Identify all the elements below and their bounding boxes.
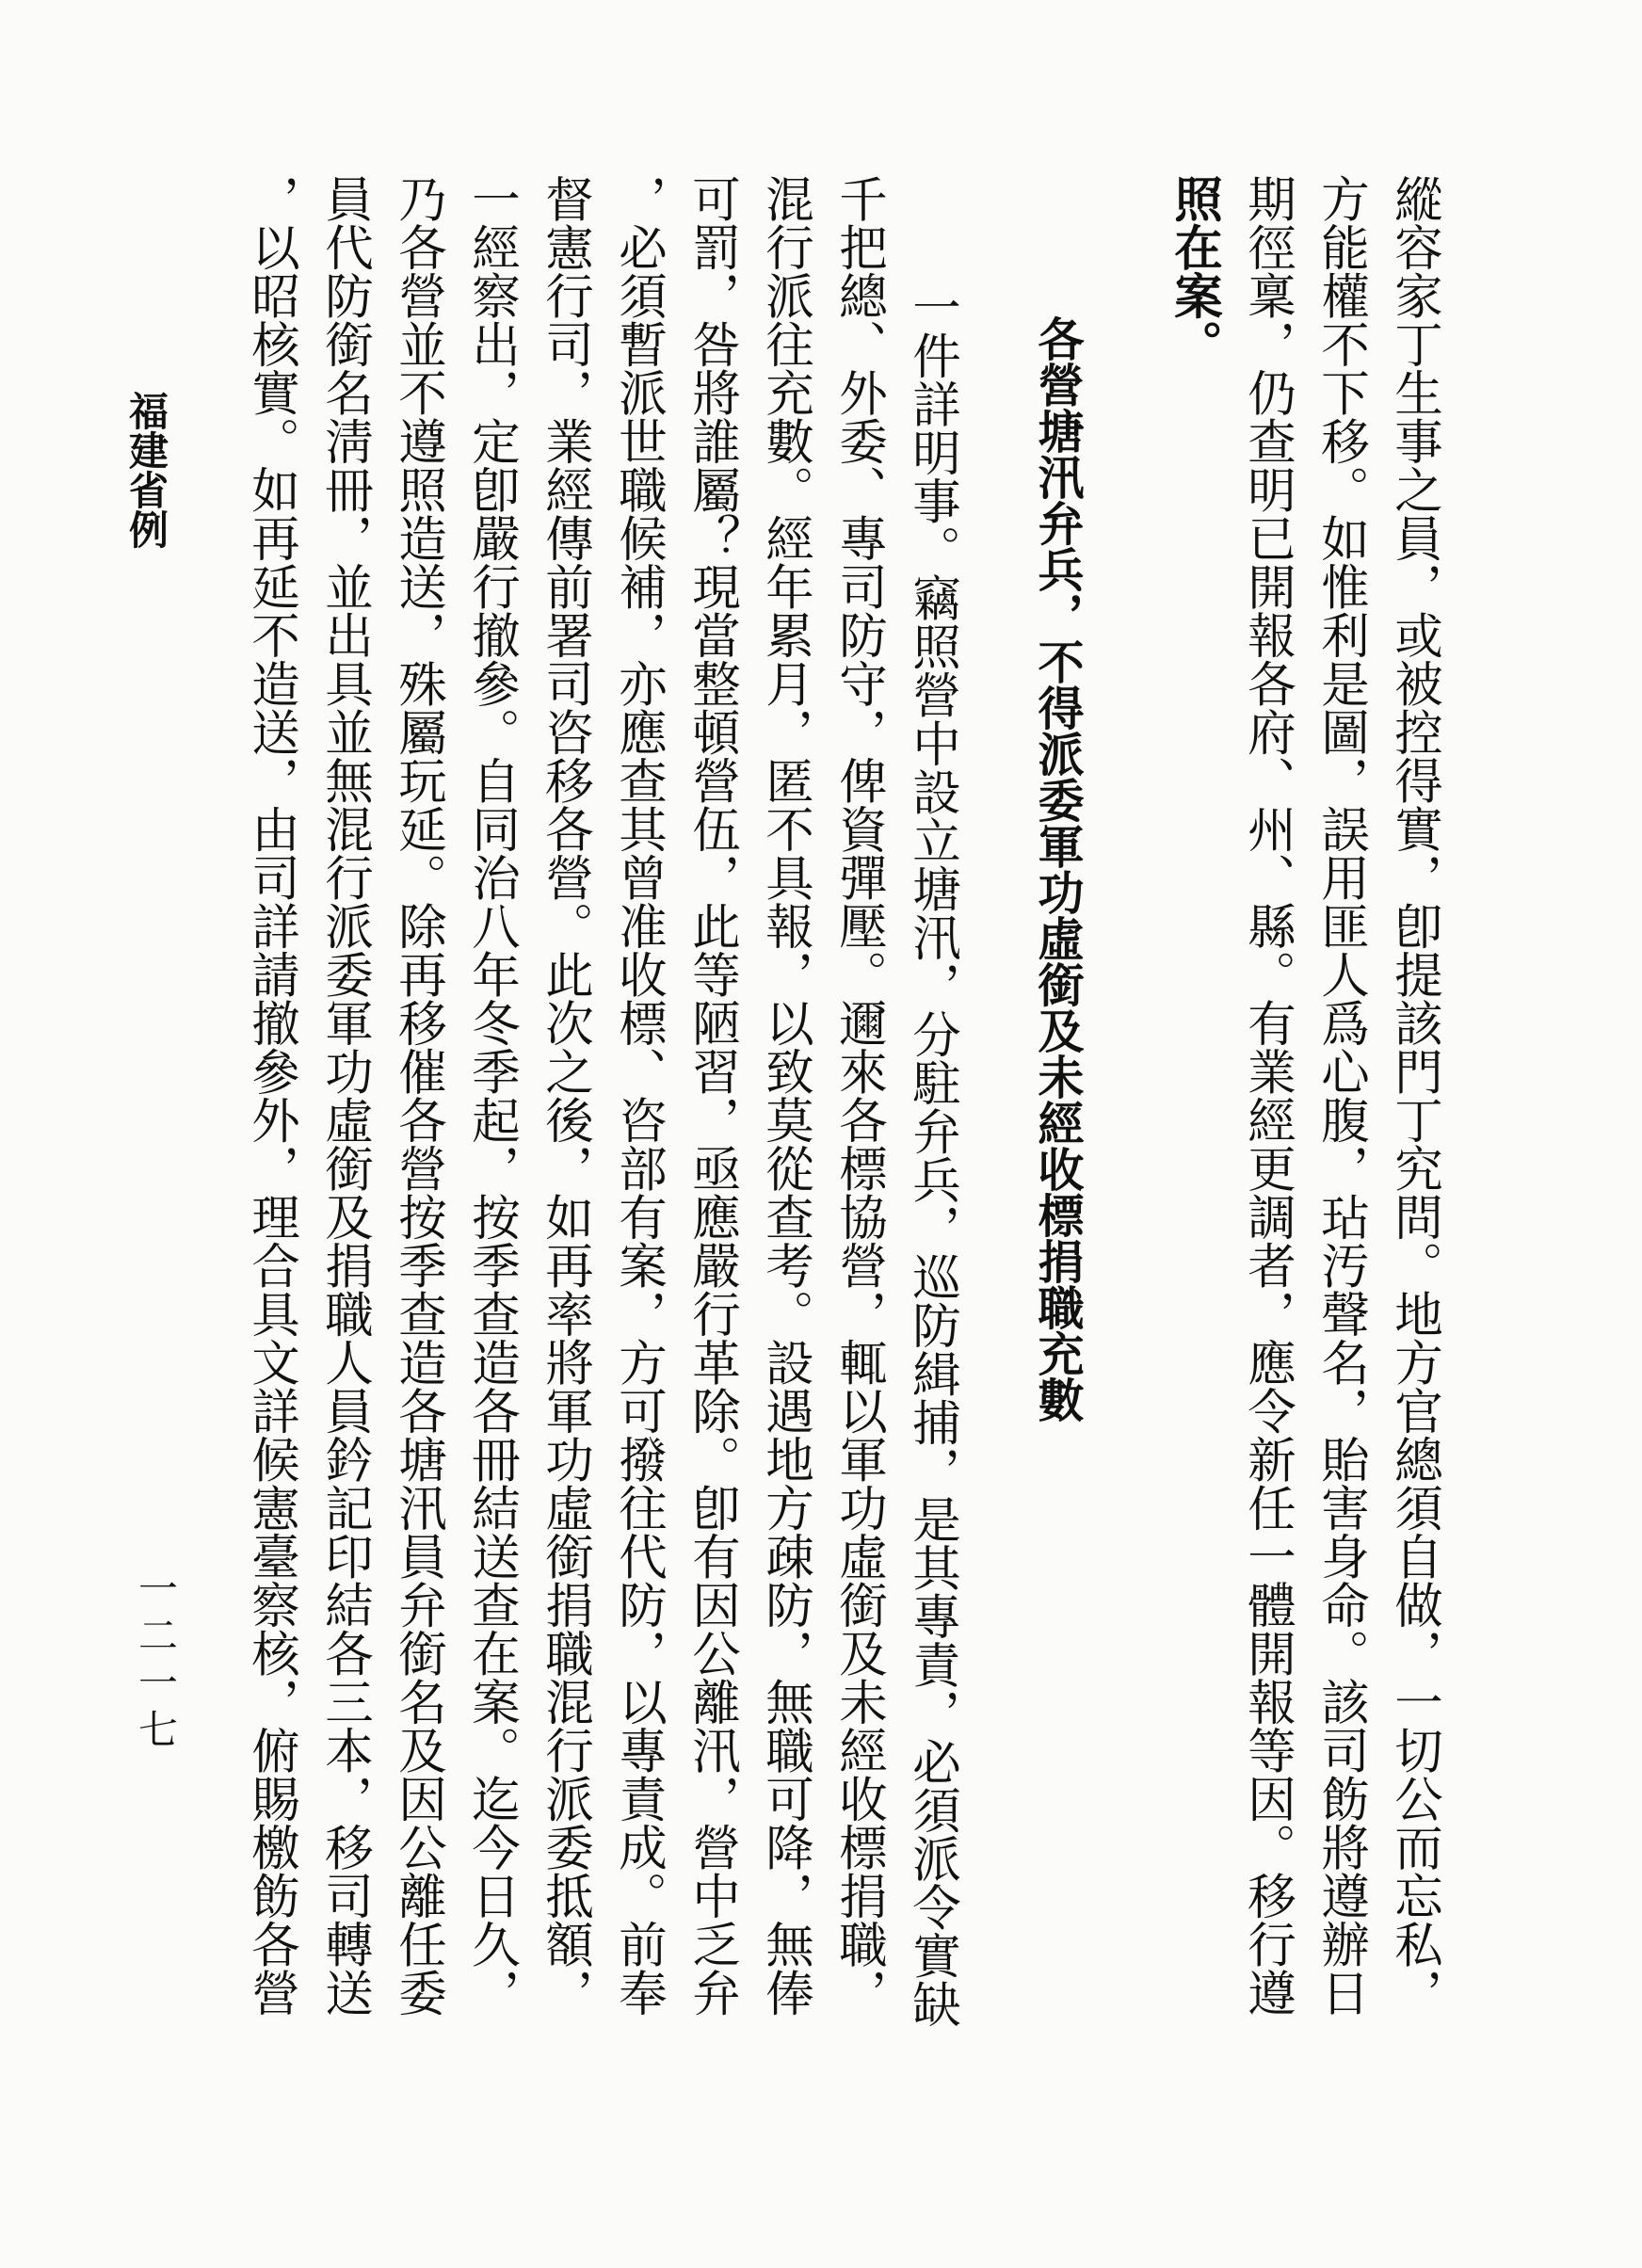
running-title: 福建省例 <box>123 391 169 549</box>
text-column: 乃各營並不遵照造送，殊屬玩延。除再移催各營按季查造各塘汛員弁銜名及因公離任委 <box>390 174 446 2017</box>
text-column: 員代防銜名淸冊，並出具並無混行派委軍功虛銜及捐職人員鈐記印結各三本，移司轉送 <box>316 174 373 2017</box>
text-column: 一經察出，定卽嚴行撤參。自同治八年冬季起，按季查造各冊結送查在案。迄今日久， <box>463 174 520 2017</box>
text-column: ，必須暫派世職候補，亦應查其曾准收標、咨部有案，方可撥往代防，以專責成。前奉 <box>610 174 667 2017</box>
text-column: 督憲行司，業經傳前署司咨移各營。此次之後，如再率將軍功虛銜捐職混行派委抵額， <box>537 174 593 2017</box>
text-column: 期徑稟，仍查明已開報各府、州、縣。有業經更調者，應令新任一體開報等因。移行遵 <box>1239 174 1296 2017</box>
text-column: 千把總、外委、專司防守，俾資彈壓。邇來各標協營，輒以軍功虛銜及未經收標捐職， <box>830 174 887 2017</box>
text-column: 可罰，咎將誰屬？現當整頓營伍，此等陋習，亟應嚴行革除。卽有因公離汛，營中乏弁 <box>684 174 740 2017</box>
text-column: 一件詳明事。竊照營中設立塘汛，分駐弁兵，巡防緝捕，是其專責，必須派令實缺 <box>904 282 960 2028</box>
page-number: 一二一七 <box>133 1568 179 1756</box>
text-column: ，以昭核實。如再延不造送，由司詳請撤參外，理合具文詳候憲臺察核，俯賜檄飭各營 <box>243 174 299 2017</box>
text-column: 混行派往充數。經年累月，匿不具報，以致莫從查考。設遇地方疎防，無職可降，無俸 <box>757 174 813 2017</box>
text-column: 縱容家丁生事之員，或被控得實，卽提該門丁究問。地方官總須自做，一切公而忘私， <box>1386 174 1442 2017</box>
text-column: 照在案。 <box>1166 174 1222 368</box>
section-title: 各營塘汛弁兵，不得派委軍功虛銜及未經收標捐職充數 <box>1031 315 1086 1423</box>
text-column: 方能權不下移。如惟利是圖，誤用匪人爲心腹，玷汚聲名，貽害身命。該司飭將遵辦日 <box>1312 174 1369 2017</box>
